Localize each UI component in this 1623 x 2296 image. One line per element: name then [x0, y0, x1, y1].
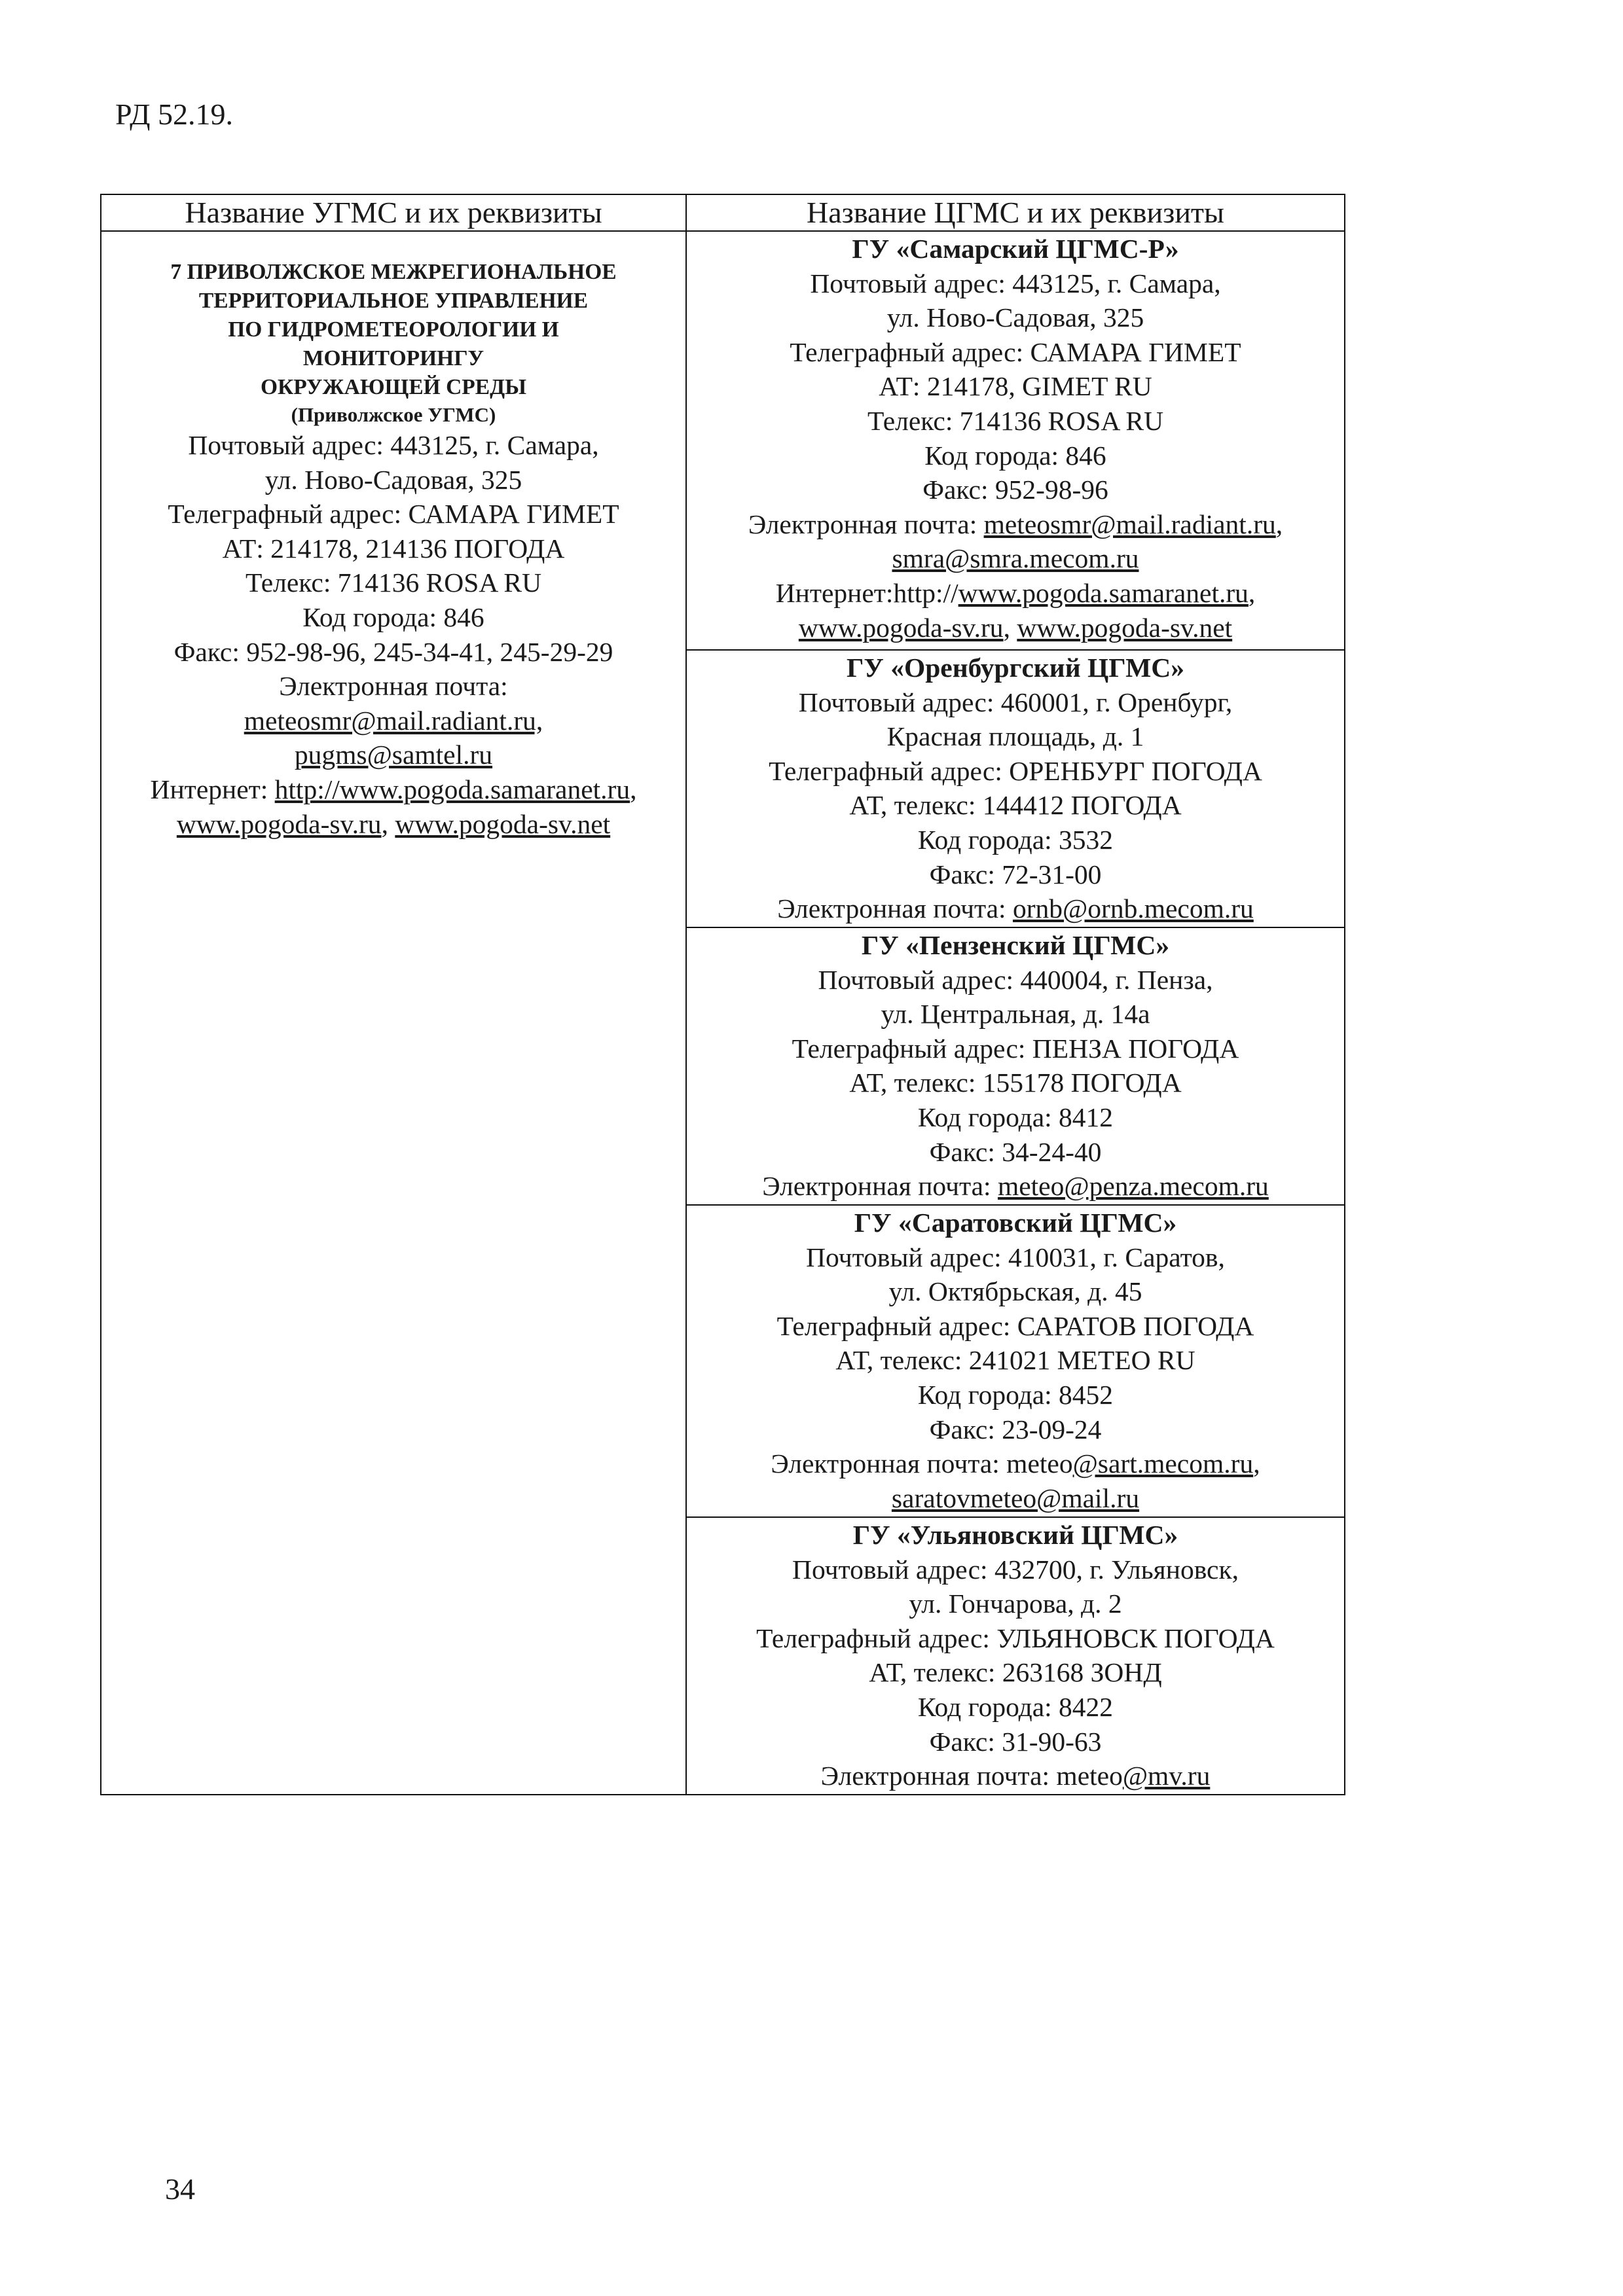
postal-address: Почтовый адрес: 460001, г. Оренбург,: [798, 687, 1233, 717]
ugms-title-line: ТЕРРИТОРИАЛЬНОЕ УПРАВЛЕНИЕ: [198, 289, 589, 313]
telex-number: Телекс: 714136 ROSA RU: [245, 567, 542, 598]
website-link[interactable]: www.pogoda-sv.net: [395, 808, 611, 839]
email-link[interactable]: meteo@penza.mecom.ru: [997, 1171, 1269, 1202]
website-link[interactable]: www.pogoda-sv.ru: [798, 612, 1004, 643]
column-header-ugms: Название УГМС и их реквизиты: [101, 194, 686, 231]
fax-numbers: Факс: 952-98-96, 245-34-41, 245-29-29: [173, 636, 613, 667]
ugms-short-name: (Приволжское УГМС): [291, 403, 496, 426]
cgms-title: ГУ «Ульяновский ЦГМС»: [852, 1520, 1178, 1550]
separator: ,: [381, 808, 395, 839]
email-link[interactable]: @mv.ru: [1122, 1761, 1211, 1791]
ugms-title-line: ОКРУЖАЮЩЕЙ СРЕДЫ: [260, 375, 527, 399]
street-address: ул. Гончарова, д. 2: [909, 1588, 1122, 1619]
ugms-title-line: 7 ПРИВОЛЖСКОЕ МЕЖРЕГИОНАЛЬНОЕ: [170, 260, 617, 284]
ugms-title-line: ПО ГИДРОМЕТЕОРОЛОГИИ И: [228, 317, 559, 342]
postal-address: Почтовый адрес: 432700, г. Ульяновск,: [792, 1554, 1239, 1585]
internet-label: Интернет:http://: [775, 577, 958, 608]
cgms-title: ГУ «Самарский ЦГМС-Р»: [852, 234, 1179, 264]
telegraph-address: Телеграфный адрес: САМАРА ГИМЕТ: [168, 499, 619, 529]
city-code: Код города: 3532: [917, 824, 1114, 855]
cgms-cell-orenburg: [686, 650, 1345, 927]
telegraph-address: Телеграфный адрес: САРАТОВ ПОГОДА: [776, 1310, 1254, 1341]
email-label: Электронная почта:: [762, 1171, 998, 1202]
website-link[interactable]: www.pogoda-sv.net: [1017, 612, 1233, 643]
separator: ,: [1275, 509, 1283, 539]
city-code: Код города: 846: [924, 440, 1106, 471]
fax-number: Факс: 952-98-96: [922, 475, 1108, 505]
email-link[interactable]: saratovmeteo@mail.ru: [891, 1482, 1140, 1513]
email-link[interactable]: meteosmr@mail.radiant.ru,: [244, 705, 543, 736]
at-telex-number: АТ, телекс: 241021 METEO RU: [835, 1345, 1195, 1376]
city-code: Код города: 8422: [917, 1691, 1114, 1722]
street-address: ул. Центральная, д. 14а: [881, 999, 1150, 1030]
column-header-cgms: Название ЦГМС и их реквизиты: [686, 194, 1345, 231]
city-code: Код города: 846: [302, 601, 484, 632]
at-number: АТ: 214178, 214136 ПОГОДА: [222, 533, 565, 564]
city-code: Код города: 8412: [917, 1102, 1114, 1132]
telegraph-address: Телеграфный адрес: УЛЬЯНОВСК ПОГОДА: [756, 1623, 1275, 1653]
separator: ,: [1003, 612, 1017, 643]
at-telex-number: АТ, телекс: 155178 ПОГОДА: [849, 1067, 1182, 1098]
email-link[interactable]: pugms@samtel.ru: [294, 740, 493, 770]
fax-number: Факс: 31-90-63: [929, 1726, 1102, 1757]
cgms-title: ГУ «Оренбургский ЦГМС»: [846, 653, 1185, 683]
separator: ,: [1253, 1448, 1260, 1479]
website-link[interactable]: www.pogoda-sv.ru: [176, 808, 382, 839]
fax-number: Факс: 72-31-00: [929, 859, 1102, 889]
ugms-cgms-table: [100, 194, 1345, 1795]
email-link[interactable]: @sart.mecom.ru: [1072, 1448, 1254, 1479]
at-telex-number: АТ, телекс: 144412 ПОГОДА: [849, 790, 1182, 821]
email-label: Электронная почта:: [279, 671, 508, 702]
cgms-cell-saratov: [686, 1205, 1345, 1517]
cgms-title: ГУ «Пензенский ЦГМС»: [861, 930, 1170, 960]
table-row: [101, 231, 1345, 650]
email-label: Электронная почта: meteo: [771, 1448, 1073, 1479]
email-link[interactable]: smra@smra.mecom.ru: [892, 543, 1139, 574]
cgms-title: ГУ «Саратовский ЦГМС»: [854, 1208, 1177, 1238]
telegraph-address: Телеграфный адрес: ОРЕНБУРГ ПОГОДА: [769, 755, 1262, 786]
postal-address: Почтовый адрес: 410031, г. Саратов,: [806, 1242, 1225, 1272]
email-label: Электронная почта: meteo: [820, 1761, 1123, 1791]
email-link[interactable]: ornb@ornb.mecom.ru: [1012, 893, 1254, 924]
postal-address: Почтовый адрес: 440004, г. Пенза,: [818, 964, 1213, 995]
city-code: Код города: 8452: [917, 1379, 1114, 1410]
street-address: ул. Ново-Садовая, 325: [264, 464, 522, 495]
postal-address: Почтовый адрес: 443125, г. Самара,: [188, 430, 599, 460]
street-address: Красная площадь, д. 1: [886, 721, 1144, 752]
postal-address: Почтовый адрес: 443125, г. Самара,: [810, 268, 1221, 298]
fax-number: Факс: 23-09-24: [929, 1414, 1102, 1444]
separator: ,: [630, 774, 637, 804]
page-number: 34: [165, 2172, 195, 2206]
cgms-cell-penza: [686, 927, 1345, 1205]
email-label: Электронная почта:: [777, 893, 1013, 924]
cgms-cell-samara: [686, 231, 1345, 650]
cgms-cell-ulyanovsk: [686, 1517, 1345, 1795]
email-label: Электронная почта:: [748, 509, 984, 539]
table-header-row: [101, 194, 1345, 231]
website-link[interactable]: http://www.pogoda.samaranet.ru: [274, 774, 630, 804]
ugms-title-line: МОНИТОРИНГУ: [302, 346, 484, 370]
street-address: ул. Октябрьская, д. 45: [888, 1276, 1142, 1307]
internet-label: Интернет:: [150, 774, 275, 804]
website-link[interactable]: www.pogoda.samaranet.ru: [958, 577, 1249, 608]
telegraph-address: Телеграфный адрес: САМАРА ГИМЕТ: [790, 336, 1241, 367]
document-code: РД 52.19.: [115, 98, 234, 131]
telex-number: Телекс: 714136 ROSA RU: [867, 405, 1164, 436]
telegraph-address: Телеграфный адрес: ПЕНЗА ПОГОДА: [792, 1033, 1239, 1064]
ugms-cell: [101, 231, 686, 1795]
email-link[interactable]: meteosmr@mail.radiant.ru: [983, 509, 1276, 539]
fax-number: Факс: 34-24-40: [929, 1136, 1102, 1167]
at-number: АТ: 214178, GIMET RU: [879, 371, 1152, 402]
separator: ,: [1248, 577, 1256, 608]
at-telex-number: АТ, телекс: 263168 ЗОНД: [869, 1657, 1162, 1688]
street-address: ул. Ново-Садовая, 325: [886, 302, 1144, 333]
